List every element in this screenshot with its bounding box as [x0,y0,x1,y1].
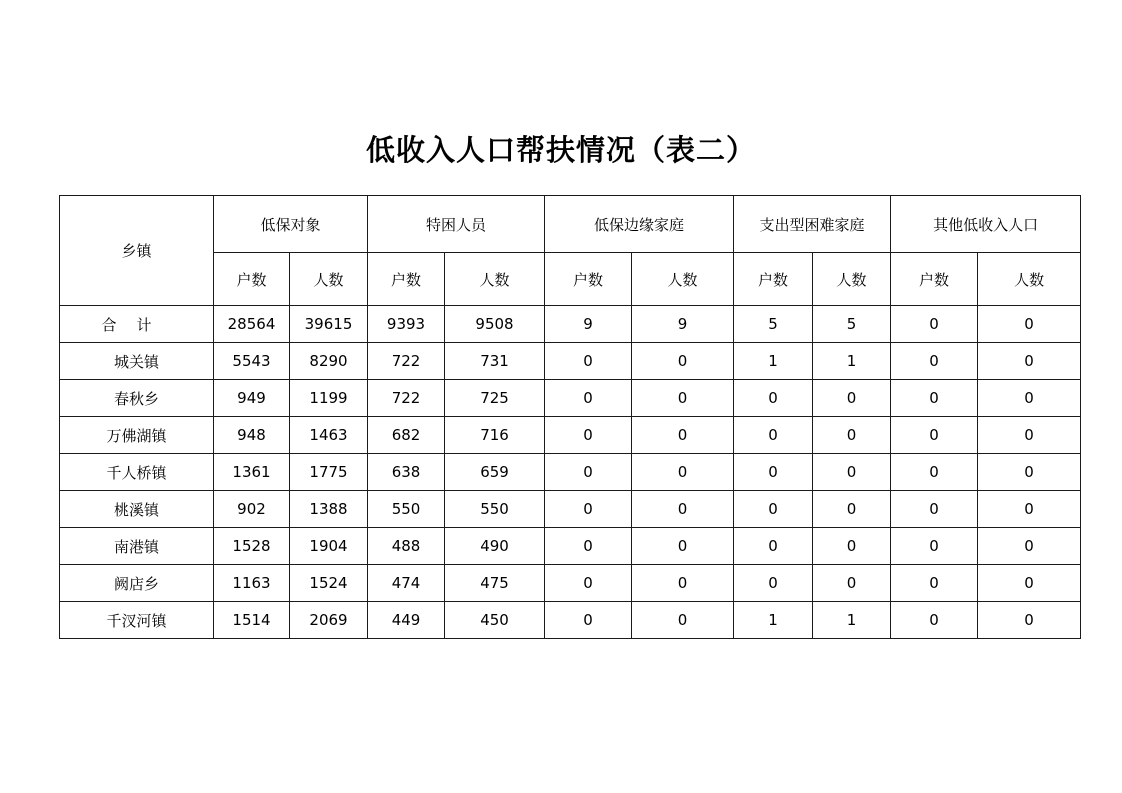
table-cell: 2069 [290,602,368,639]
table-cell: 1388 [290,491,368,528]
table-cell: 1 [734,602,813,639]
table-cell: 0 [734,380,813,417]
table-cell: 0 [978,602,1081,639]
table-cell: 1199 [290,380,368,417]
table-cell: 0 [891,454,978,491]
table-cell: 0 [891,528,978,565]
table-cell: 949 [214,380,290,417]
table-cell: 0 [891,491,978,528]
table-cell: 0 [545,343,632,380]
table-cell: 0 [734,528,813,565]
sub-header-households: 户数 [545,253,632,306]
table-cell: 1361 [214,454,290,491]
table-cell: 0 [632,528,734,565]
sub-header-persons: 人数 [632,253,734,306]
table-cell: 0 [545,528,632,565]
table-cell: 475 [445,565,545,602]
table-cell: 0 [632,491,734,528]
table-cell: 9393 [368,306,445,343]
town-cell: 千汊河镇 [60,602,214,639]
header-row-sub [60,253,1081,306]
table-cell: 0 [545,417,632,454]
column-header-town: 乡镇 [60,196,214,306]
table-cell: 39615 [290,306,368,343]
table-cell: 0 [734,417,813,454]
table-cell: 722 [368,380,445,417]
table-cell: 0 [891,380,978,417]
sub-header-persons: 人数 [978,253,1081,306]
table-cell: 0 [545,602,632,639]
table-cell: 731 [445,343,545,380]
table-cell: 0 [632,380,734,417]
sub-header-households: 户数 [891,253,978,306]
table-cell: 0 [813,380,891,417]
table-cell: 682 [368,417,445,454]
table-cell: 1514 [214,602,290,639]
town-cell: 桃溪镇 [60,491,214,528]
table-cell: 0 [632,602,734,639]
sub-header-persons: 人数 [813,253,891,306]
sub-header-households: 户数 [214,253,290,306]
table-row [60,565,1081,602]
table-cell: 725 [445,380,545,417]
table-cell: 0 [632,454,734,491]
table-cell: 0 [978,380,1081,417]
table-cell: 0 [734,565,813,602]
table-cell: 0 [891,343,978,380]
table-cell: 0 [734,491,813,528]
table-cell: 449 [368,602,445,639]
group-header: 低保边缘家庭 [545,196,734,253]
table-cell: 0 [632,417,734,454]
town-cell: 春秋乡 [60,380,214,417]
town-cell: 阙店乡 [60,565,214,602]
table-row [60,491,1081,528]
table-cell: 1524 [290,565,368,602]
table-row [60,380,1081,417]
table-cell: 0 [978,454,1081,491]
table-cell: 550 [368,491,445,528]
table-cell: 0 [632,565,734,602]
table-cell: 0 [734,454,813,491]
table-cell: 1 [734,343,813,380]
table-cell: 722 [368,343,445,380]
table-cell: 1 [813,343,891,380]
town-cell: 万佛湖镇 [60,417,214,454]
table-cell: 0 [813,528,891,565]
table-cell: 1528 [214,528,290,565]
table-cell: 0 [978,528,1081,565]
table-cell: 1 [813,602,891,639]
table-cell: 0 [545,565,632,602]
town-cell: 南港镇 [60,528,214,565]
group-header: 低保对象 [214,196,368,253]
table-cell: 9508 [445,306,545,343]
table-cell: 8290 [290,343,368,380]
table-cell: 9 [632,306,734,343]
table-cell: 488 [368,528,445,565]
table-cell: 5 [813,306,891,343]
table-row [60,528,1081,565]
table-cell: 0 [891,306,978,343]
table-row [60,602,1081,639]
table-row-total [60,306,1081,343]
table-cell: 9 [545,306,632,343]
table-cell: 948 [214,417,290,454]
table-cell: 1163 [214,565,290,602]
table-row [60,417,1081,454]
table-cell: 0 [813,417,891,454]
table-cell: 450 [445,602,545,639]
table-cell: 0 [978,491,1081,528]
page-title: 低收入人口帮扶情况（表二） [365,133,756,167]
table-cell: 1463 [290,417,368,454]
table-cell: 0 [978,417,1081,454]
group-header: 其他低收入人口 [891,196,1081,253]
table-cell: 0 [632,343,734,380]
group-header: 支出型困难家庭 [734,196,891,253]
table-cell: 0 [813,454,891,491]
table-cell: 0 [978,565,1081,602]
table-cell: 550 [445,491,545,528]
sub-header-households: 户数 [368,253,445,306]
table-cell: 474 [368,565,445,602]
town-cell: 千人桥镇 [60,454,214,491]
table-cell: 490 [445,528,545,565]
table-cell: 5543 [214,343,290,380]
sub-header-persons: 人数 [290,253,368,306]
town-cell: 城关镇 [60,343,214,380]
table-cell: 28564 [214,306,290,343]
table-cell: 0 [545,380,632,417]
table-cell: 0 [978,343,1081,380]
table-cell: 0 [545,454,632,491]
table-cell: 0 [978,306,1081,343]
table-cell: 902 [214,491,290,528]
table-cell: 0 [813,565,891,602]
table-row [60,454,1081,491]
table-cell: 659 [445,454,545,491]
sub-header-households: 户数 [734,253,813,306]
header-row-groups [60,196,1081,253]
table-cell: 0 [813,491,891,528]
table-cell: 0 [891,565,978,602]
sub-header-persons: 人数 [445,253,545,306]
table-row [60,343,1081,380]
table-cell: 716 [445,417,545,454]
assistance-table [59,195,1081,639]
table-cell: 0 [545,491,632,528]
table-cell: 1904 [290,528,368,565]
table-cell: 1775 [290,454,368,491]
table-cell: 638 [368,454,445,491]
group-header: 特困人员 [368,196,545,253]
table-cell: 5 [734,306,813,343]
table-cell: 0 [891,602,978,639]
table-cell: 0 [891,417,978,454]
town-cell: 合计 [60,306,214,343]
